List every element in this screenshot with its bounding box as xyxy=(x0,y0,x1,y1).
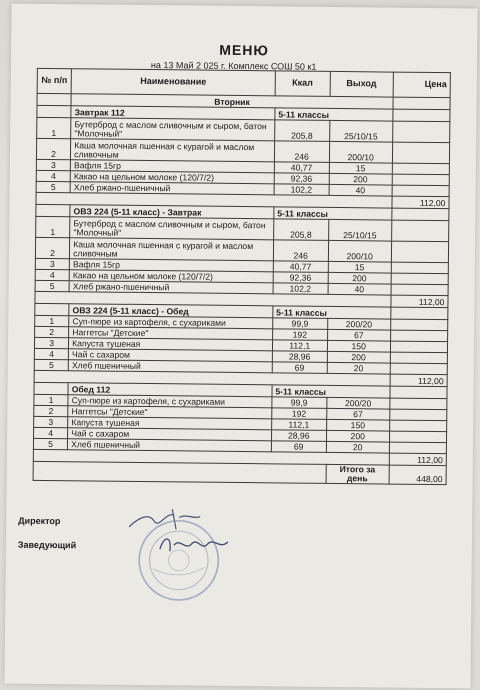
row-output: 15 xyxy=(329,162,392,174)
row-num: 3 xyxy=(34,337,68,348)
row-output: 200/10 xyxy=(328,240,391,262)
row-price xyxy=(391,284,448,296)
row-output: 200/20 xyxy=(327,318,390,330)
row-price xyxy=(390,363,447,375)
day-name: Вторник xyxy=(71,94,393,109)
section-total: 112,00 xyxy=(392,196,449,209)
section-title: Обед 112 xyxy=(68,383,272,397)
section-classes: 5-11 классы xyxy=(272,385,390,398)
row-num: 1 xyxy=(35,315,69,326)
row-output: 200 xyxy=(329,173,392,185)
row-kcal: 99,9 xyxy=(272,397,327,409)
header-output: Выход xyxy=(330,71,394,97)
section-total: 112,00 xyxy=(391,295,448,308)
row-price xyxy=(392,121,449,143)
row-price xyxy=(391,241,448,263)
row-num: 3 xyxy=(34,416,68,427)
row-output: 200/20 xyxy=(326,397,389,409)
row-kcal: 192 xyxy=(272,329,327,341)
day-total-value: 448,00 xyxy=(389,465,446,485)
row-kcal: 102,2 xyxy=(274,184,329,196)
row-price xyxy=(389,442,446,454)
day-total-label: Итого за день xyxy=(326,464,389,484)
row-output: 67 xyxy=(326,408,389,420)
row-output: 25/10/15 xyxy=(329,120,392,142)
row-price xyxy=(391,220,448,242)
header-name: Наименование xyxy=(71,69,275,96)
section-title: ОВЗ 224 (5-11 класс) - Завтрак xyxy=(70,205,274,219)
section-classes: 5-11 классы xyxy=(275,108,393,121)
row-output: 200 xyxy=(328,272,391,284)
row-kcal: 102,2 xyxy=(273,283,328,295)
header-num: № п/п xyxy=(37,68,71,93)
row-num: 1 xyxy=(37,117,71,138)
section-total: 112,00 xyxy=(389,453,446,466)
header-price: Цена xyxy=(393,72,450,98)
menu-table xyxy=(33,68,451,485)
row-dish-name: Чай с сахаром xyxy=(69,349,273,362)
row-price xyxy=(390,352,447,364)
day-total-row xyxy=(33,461,446,484)
official-stamp xyxy=(135,517,222,604)
row-kcal: 92,36 xyxy=(274,173,329,185)
section-classes: 5-11 классы xyxy=(274,207,392,220)
row-dish-name: Наггетсы "Детские" xyxy=(68,406,272,419)
row-dish-name: Суп-пюре из картофеля, с сухариками xyxy=(69,316,273,329)
row-num: 5 xyxy=(34,359,68,370)
row-num: 1 xyxy=(34,394,68,405)
manager-label: Заведующий xyxy=(17,539,77,551)
row-output: 20 xyxy=(326,441,389,453)
row-price xyxy=(392,163,449,175)
director-label: Директор xyxy=(18,515,61,527)
row-num: 4 xyxy=(35,269,69,280)
row-output: 25/10/15 xyxy=(328,219,391,241)
row-kcal: 205,8 xyxy=(273,219,328,241)
row-price xyxy=(389,420,446,432)
row-output: 200/10 xyxy=(329,141,392,163)
row-price xyxy=(391,262,448,274)
row-kcal: 99,9 xyxy=(273,318,328,330)
row-dish-name: Капуста тушеная xyxy=(68,417,272,430)
row-output: 20 xyxy=(327,362,390,374)
row-num: 2 xyxy=(36,138,70,159)
row-price xyxy=(392,142,449,164)
row-num: 5 xyxy=(33,438,67,449)
row-price xyxy=(389,431,446,443)
menu-sheet xyxy=(4,4,477,689)
row-num: 3 xyxy=(35,258,69,269)
row-price xyxy=(390,330,447,342)
row-output: 40 xyxy=(329,184,392,196)
row-num: 5 xyxy=(36,181,70,192)
row-dish-name: Каша молочная пшенная с курагой и маслом сливочным xyxy=(71,139,275,162)
row-kcal: 92,36 xyxy=(273,272,328,284)
row-dish-name: Хлеб ржано-пшеничный xyxy=(70,182,274,195)
row-num: 2 xyxy=(35,326,69,337)
row-num: 3 xyxy=(36,159,70,170)
menu-body xyxy=(33,93,450,484)
row-dish-name: Бутерброд с маслом сливочным и сыром, батон "Молочный" xyxy=(70,217,274,240)
row-kcal: 40,77 xyxy=(273,261,328,273)
row-output: 200 xyxy=(327,351,390,363)
row-dish-name: Какао на цельном молоке (120/7/2) xyxy=(69,270,273,283)
row-output: 150 xyxy=(327,340,390,352)
row-num: 4 xyxy=(34,427,68,438)
row-price xyxy=(392,185,449,197)
row-num: 4 xyxy=(34,348,68,359)
row-kcal: 40,77 xyxy=(274,162,329,174)
section-classes: 5-11 классы xyxy=(273,306,391,319)
page-title: МЕНЮ xyxy=(219,41,269,59)
header-kcal: Ккал xyxy=(275,71,330,97)
row-kcal: 28,96 xyxy=(271,430,326,442)
row-dish-name: Хлеб ржано-пшеничный xyxy=(69,281,273,294)
row-price xyxy=(392,174,449,186)
row-dish-name: Каша молочная пшенная с курагой и маслом сливочным xyxy=(70,238,274,261)
row-dish-name: Какао на цельном молоке (120/7/2) xyxy=(70,171,274,184)
row-output: 40 xyxy=(328,283,391,295)
manager-signature xyxy=(156,531,236,560)
row-dish-name: Бутерброд с маслом сливочным и сыром, батон "Молочный" xyxy=(71,118,275,141)
row-price xyxy=(391,273,448,285)
row-num: 1 xyxy=(36,216,70,237)
row-kcal: 112,1 xyxy=(272,340,327,352)
row-price xyxy=(391,319,448,331)
row-dish-name: Хлеб пшеничный xyxy=(68,360,272,373)
row-dish-name: Хлеб пшеничный xyxy=(68,439,272,452)
row-kcal: 246 xyxy=(273,240,328,262)
row-output: 200 xyxy=(326,430,389,442)
row-num: 4 xyxy=(36,170,70,181)
row-kcal: 28,96 xyxy=(272,351,327,363)
row-kcal: 112,1 xyxy=(271,419,326,431)
row-dish-name: Вафля 15гр xyxy=(71,160,275,173)
row-kcal: 69 xyxy=(271,441,326,453)
row-num: 5 xyxy=(35,280,69,291)
section-title: ОВЗ 224 (5-11 класс) - Обед xyxy=(69,304,273,318)
row-price xyxy=(390,409,447,421)
row-dish-name: Наггетсы "Детские" xyxy=(69,327,273,340)
row-output: 15 xyxy=(328,261,391,273)
row-output: 150 xyxy=(326,419,389,431)
row-kcal: 192 xyxy=(272,408,327,420)
section-total: 112,00 xyxy=(390,374,447,387)
row-price xyxy=(390,398,447,410)
row-num: 2 xyxy=(35,237,69,258)
section-title: Завтрак 112 xyxy=(71,106,275,120)
row-dish-name: Капуста тушеная xyxy=(69,338,273,351)
page-subtitle: на 13 Май 2 025 г. Комплекс СОШ 50 к1 xyxy=(150,60,317,72)
row-kcal: 69 xyxy=(272,362,327,374)
row-price xyxy=(390,341,447,353)
row-output: 67 xyxy=(327,329,390,341)
row-dish-name: Вафля 15гр xyxy=(69,259,273,272)
row-kcal: 205,8 xyxy=(275,120,330,142)
row-dish-name: Чай с сахаром xyxy=(68,428,272,441)
row-dish-name: Суп-пюре из картофеля, с сухариками xyxy=(68,395,272,408)
row-num: 2 xyxy=(34,405,68,416)
row-kcal: 246 xyxy=(274,141,329,163)
